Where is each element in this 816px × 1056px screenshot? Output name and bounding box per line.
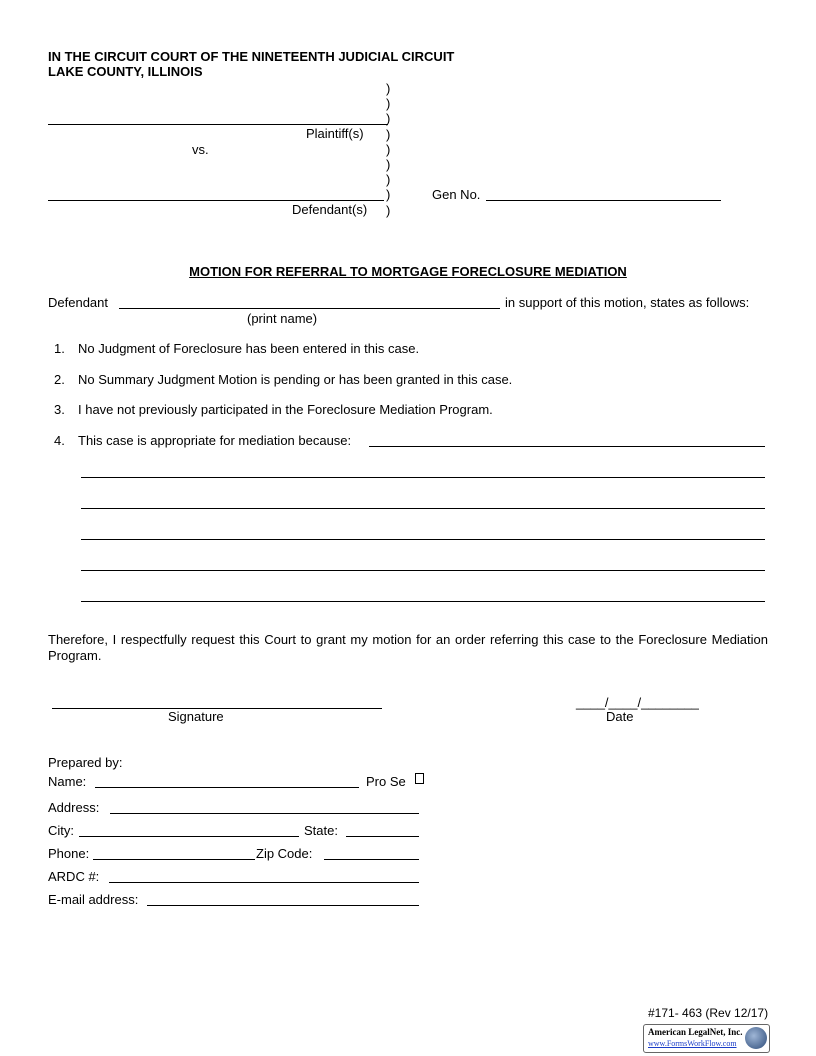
item-text: No Summary Judgment Motion is pending or has been granted in this case. bbox=[78, 372, 513, 387]
therefore-paragraph: Therefore, I respectfully request this Court to grant my motion for an order referring this case to the Foreclosure Mediation Program. bbox=[48, 632, 768, 663]
item-number: 3. bbox=[54, 402, 65, 417]
paren: ) bbox=[386, 172, 391, 187]
defendant-print-name-field[interactable] bbox=[119, 308, 500, 309]
mediation-reason-line[interactable] bbox=[81, 477, 765, 478]
globe-icon bbox=[745, 1027, 767, 1049]
checkbox-icon bbox=[415, 773, 424, 784]
paren: ) bbox=[386, 127, 391, 142]
mediation-reason-field[interactable] bbox=[369, 446, 765, 447]
zip-code-field[interactable] bbox=[324, 859, 419, 860]
plaintiff-name-field[interactable] bbox=[48, 124, 388, 125]
defendant-label: Defendant(s) bbox=[292, 202, 368, 217]
state-label: State: bbox=[304, 823, 338, 838]
email-label: E-mail address: bbox=[48, 892, 139, 907]
court-name-line1: IN THE CIRCUIT COURT OF THE NINETEENTH JUDICIAL CIRCUIT bbox=[48, 49, 455, 64]
pro-se-checkbox[interactable] bbox=[415, 772, 424, 787]
zip-code-label: Zip Code: bbox=[256, 846, 313, 861]
pro-se-label: Pro Se bbox=[366, 774, 406, 789]
paren: ) bbox=[386, 187, 391, 202]
email-field[interactable] bbox=[147, 905, 419, 906]
document-title: MOTION FOR REFERRAL TO MORTGAGE FORECLOSURE MEDIATION bbox=[189, 264, 627, 279]
defendant-name-field[interactable] bbox=[48, 200, 384, 201]
item-text: I have not previously participated in the Foreclosure Mediation Program. bbox=[78, 402, 493, 417]
mediation-reason-line[interactable] bbox=[81, 508, 765, 509]
paren: ) bbox=[386, 157, 391, 172]
logo-website-link[interactable]: www.FormsWorkFlow.com bbox=[648, 1039, 737, 1048]
item-text: No Judgment of Foreclosure has been entered in this case. bbox=[78, 341, 420, 356]
phone-label: Phone: bbox=[48, 846, 90, 861]
intro-support-text: in support of this motion, states as follows: bbox=[505, 295, 750, 310]
paren: ) bbox=[386, 111, 391, 126]
state-field[interactable] bbox=[346, 836, 419, 837]
ardc-field[interactable] bbox=[109, 882, 419, 883]
item-number: 4. bbox=[54, 433, 65, 448]
city-field[interactable] bbox=[79, 836, 299, 837]
item-number: 2. bbox=[54, 372, 65, 387]
prepared-by-label: Prepared by: bbox=[48, 755, 123, 770]
signature-label: Signature bbox=[168, 709, 224, 724]
address-label: Address: bbox=[48, 800, 100, 815]
paren: ) bbox=[386, 96, 391, 111]
logo-company-name: American LegalNet, Inc. bbox=[648, 1027, 743, 1037]
form-number: #171- 463 (Rev 12/17) bbox=[648, 1006, 769, 1020]
print-name-label: (print name) bbox=[247, 311, 318, 326]
plaintiff-label: Plaintiff(s) bbox=[306, 126, 364, 141]
court-name-line2: LAKE COUNTY, ILLINOIS bbox=[48, 64, 203, 79]
address-field[interactable] bbox=[110, 813, 419, 814]
city-label: City: bbox=[48, 823, 74, 838]
phone-field[interactable] bbox=[93, 859, 255, 860]
mediation-reason-line[interactable] bbox=[81, 539, 765, 540]
item-number: 1. bbox=[54, 341, 65, 356]
name-label: Name: bbox=[48, 774, 87, 789]
paren: ) bbox=[386, 203, 391, 218]
mediation-reason-line[interactable] bbox=[81, 601, 765, 602]
paren: ) bbox=[386, 81, 391, 96]
name-field[interactable] bbox=[95, 787, 359, 788]
ardc-label: ARDC #: bbox=[48, 869, 100, 884]
gen-no-field[interactable] bbox=[486, 200, 721, 201]
paren: ) bbox=[386, 142, 391, 157]
date-label: Date bbox=[606, 709, 634, 724]
item-text: This case is appropriate for mediation because: bbox=[78, 433, 352, 448]
vs-label: vs. bbox=[192, 142, 209, 157]
intro-defendant-label: Defendant bbox=[48, 295, 108, 310]
date-field[interactable]: ____/____/________ bbox=[576, 695, 699, 710]
mediation-reason-line[interactable] bbox=[81, 570, 765, 571]
american-legalnet-logo[interactable] bbox=[643, 1024, 770, 1053]
gen-no-label: Gen No. bbox=[432, 187, 481, 202]
